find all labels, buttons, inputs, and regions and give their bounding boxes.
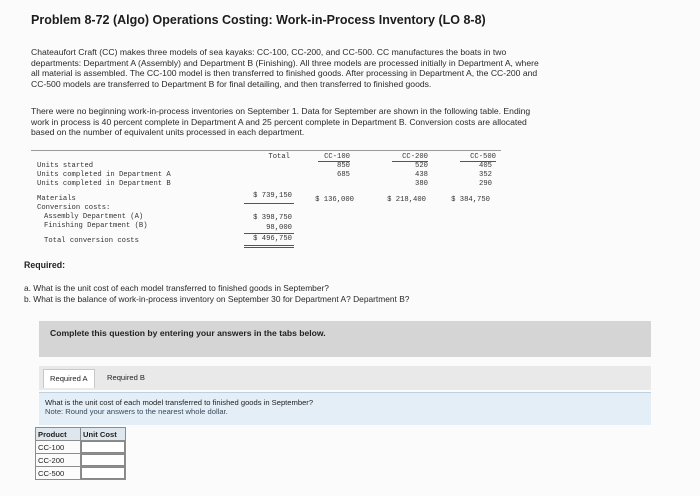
header-cc500: CC-500 (460, 153, 496, 162)
row-label-assembly: Assembly Department (A) (44, 213, 144, 221)
question-note: Note: Round your answers to the nearest whole dollar. (45, 407, 228, 416)
data-paragraph (31, 106, 629, 138)
row-label-units-completed-b: Units completed in Department B (37, 180, 171, 188)
units-started-cc200: 520 (415, 162, 428, 170)
question-text: What is the unit cost of each model transferred to finished goods in September? (45, 398, 314, 407)
required-heading: Required: (24, 260, 66, 270)
data-line: work in process is 40 percent complete in Department A and 25 percent complete in Department B. Conversion costs are allocated (31, 116, 527, 127)
tab-required-b[interactable]: Required B (107, 373, 145, 382)
finishing-total-rule (244, 233, 294, 234)
header-cc200: CC-200 (392, 153, 428, 162)
header-cc100: CC-100 (318, 153, 350, 162)
intro-line: Chateaufort Craft (CC) makes three models of sea kayaks: CC-100, CC-200, and CC-500. CC manufactures the boats in two (31, 47, 507, 57)
tabs-bar (39, 366, 651, 390)
units-completed-b-cc500: 290 (479, 180, 492, 188)
units-started-cc500: 405 (479, 162, 492, 170)
units-started-cc100: 850 (337, 162, 350, 170)
unit-cost-input-cc500[interactable] (81, 467, 125, 479)
question-box (39, 392, 651, 425)
data-line: There were no beginning work-in-process inventories on September 1. Data for September are shown in the following table. Ending (31, 106, 531, 116)
header-total: Total (268, 153, 290, 161)
row-label-units-started: Units started (37, 162, 94, 170)
assembly-total: $ 398,750 (253, 214, 292, 222)
product-label: CC-200 (36, 454, 81, 467)
unit-cost-cell (81, 467, 126, 480)
materials-cc100: $ 136,000 (315, 196, 354, 204)
unit-cost-cell (81, 441, 126, 454)
instructions-text: Complete this question by entering your answers in the tabs below. (50, 328, 326, 338)
required-a: a. What is the unit cost of each model transferred to finished goods in September? (24, 283, 329, 293)
row-label-total-conversion: Total conversion costs (44, 237, 139, 245)
intro-line: all material is assembled. The CC-100 model is then transferred to finished goods. After processing in Department A, the CC-200 and (31, 68, 538, 79)
total-conversion-total: $ 496,750 (253, 235, 292, 243)
answer-row (36, 441, 126, 454)
col-unit-cost: Unit Cost (81, 428, 126, 441)
intro-line: departments: Department A (Assembly) and Department B (Finishing). All three models are processed initially in Department A, where (31, 57, 539, 68)
answer-row (36, 467, 126, 480)
materials-total-rule (244, 203, 294, 204)
product-label: CC-100 (36, 441, 81, 454)
required-b: b. What is the balance of work-in-process inventory on September 30 for Department A? Department B? (24, 294, 410, 304)
units-completed-a-cc500: 352 (479, 171, 492, 179)
total-conversion-rule (244, 245, 294, 248)
materials-cc200: $ 218,400 (387, 196, 426, 204)
finishing-total: 98,000 (266, 224, 292, 232)
answer-table (35, 427, 126, 480)
units-completed-b-cc200: 380 (415, 180, 428, 188)
unit-cost-cell (81, 454, 126, 467)
unit-cost-input-cc200[interactable] (81, 454, 125, 466)
tab-required-a[interactable]: Required A (43, 369, 95, 388)
row-label-materials: Materials (37, 195, 76, 203)
row-label-finishing: Finishing Department (B) (44, 222, 148, 230)
intro-paragraph (31, 47, 629, 89)
instructions-box (39, 321, 651, 357)
col-product: Product (36, 428, 81, 441)
row-label-conversion-costs: Conversion costs: (37, 204, 111, 212)
units-completed-a-cc200: 438 (415, 171, 428, 179)
intro-line: CC-500 models are transferred to Department B for final detailing, and then transferred to finished goods. (31, 78, 432, 89)
answer-row (36, 454, 126, 467)
materials-cc500: $ 384,750 (451, 196, 490, 204)
problem-title: Problem 8-72 (Algo) Operations Costing: Work-in-Process Inventory (LO 8-8) (31, 13, 486, 27)
data-line: based on the number of equivalent units processed in each department. (31, 127, 305, 138)
product-label: CC-500 (36, 467, 81, 480)
answer-header-row (36, 428, 126, 441)
row-label-units-completed-a: Units completed in Department A (37, 171, 171, 179)
materials-total: $ 739,150 (253, 192, 292, 200)
unit-cost-input-cc100[interactable] (81, 441, 125, 453)
units-completed-a-cc100: 685 (337, 171, 350, 179)
